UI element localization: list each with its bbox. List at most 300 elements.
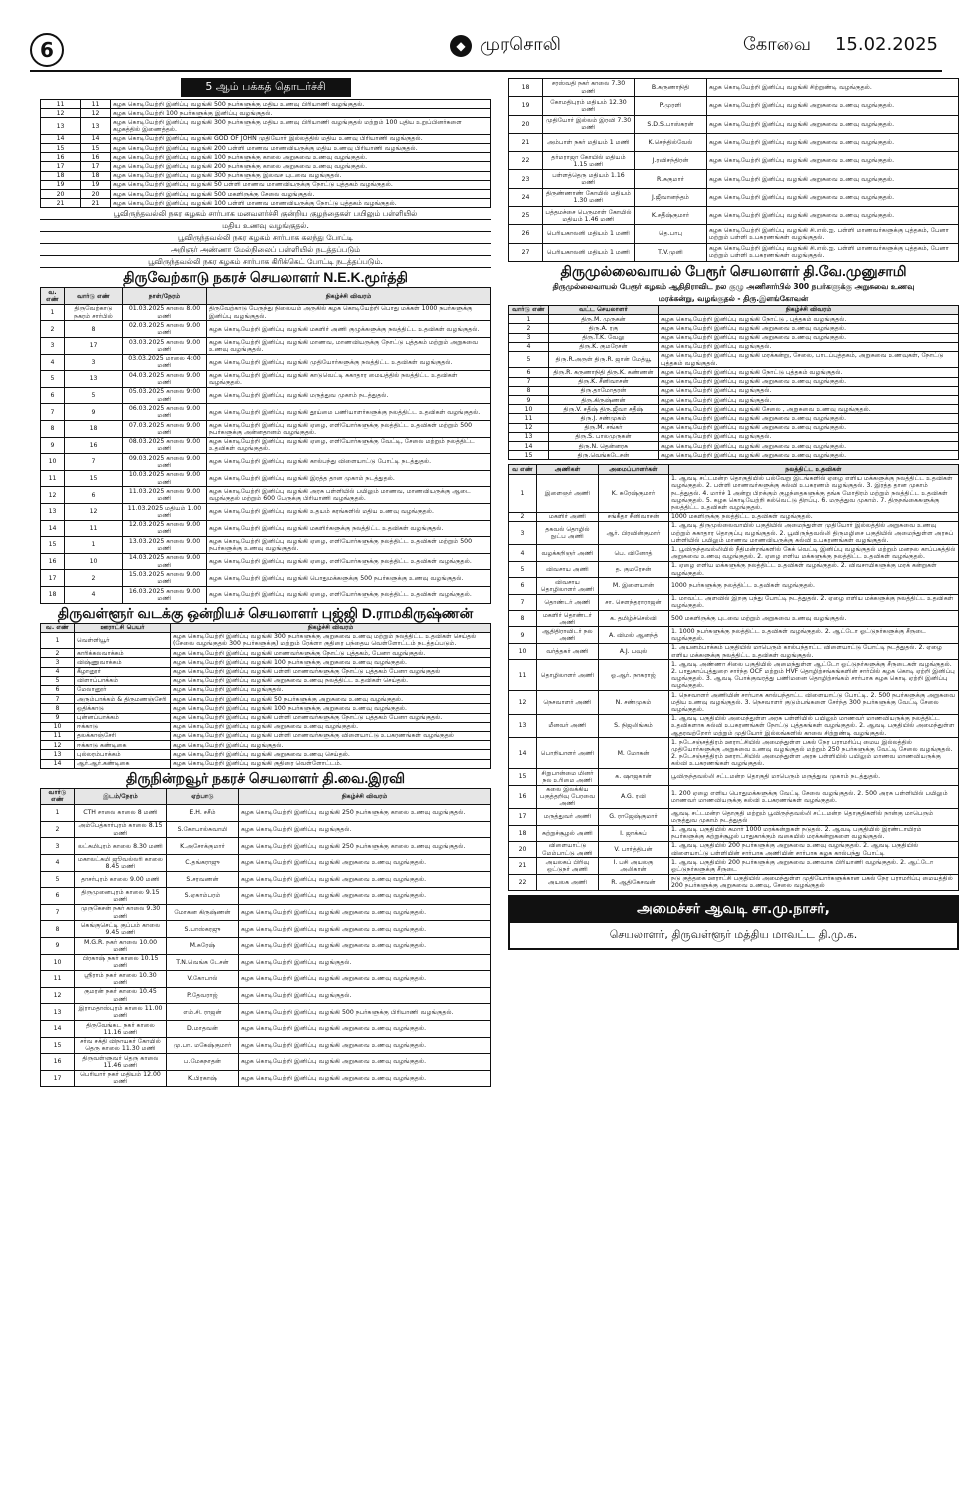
table-cell: 20 [509, 841, 537, 857]
table-row [41, 649, 491, 658]
table-cell: G. ராஜேஷ்குமார் [599, 809, 669, 825]
table-row [509, 342, 959, 351]
table-cell: 20 [81, 190, 111, 199]
table-cell: கழக கொடியேற்றி இனிப்பு வழங்கி மகளிர் அணி குழுக்களுக்கு நலத்திட்ட உதவிகள் வழங்குதல். [207, 321, 491, 338]
table-cell: கழக கொடியேற்றி இனிப்பு வழங்கி மகளிர்களுக்கு நலத்திட்ட உதவிகள் வழங்குதல். [207, 520, 491, 537]
table-row [41, 805, 491, 822]
table-row [41, 387, 491, 404]
table-cell: கழக கொடியேற்றி இனிப்பு வழங்கி ஏழை, எளியோர்களுக்கு நலத்திட்ட உதவிகள் வழங்குதல். [207, 586, 491, 603]
table-row [41, 871, 491, 888]
column-header: வ எண் [509, 465, 537, 474]
table-cell: திரு.A. ரகு [549, 324, 659, 333]
table-cell: 1. ஆவடி சட்டமன்ற தொகுதியில் பல்வேறு இடங்களில் ஏழை எளிய மக்களுக்கு நலத்திட்ட உதவிகள் வழங்குதல். 2. பள்ளி மாணவர்களுக்கு கல்வி உபகரணம் வழங்குதல். 3. இரத்த தான முகாம் நடத்துதல். 4. மார்ச் 1 அன்று பிறக்கும் குழந்தைகளுக்கு தங்க மோதிரம் மற்றும் நலத்திட்ட உதவிகள் வழங்குதல். 5. கழக கொடியேற்றி கல்வெட்டு திறப்பு. 6. மருத்துவ முகாம். 7. திருநங்கைகளுக்கு நலத்திட்ட உதவிகள் வழங்குதல். [669, 474, 959, 512]
table-cell: அம்பாள் நகர் மதியம் 1 மணி [543, 133, 635, 151]
table-cell: தர்மராஜா கோயில் மதியம் 1.15 மணி [543, 152, 635, 170]
table-cell: 4 [509, 545, 537, 561]
table-row [509, 170, 959, 188]
table-cell: கழக கொடியேற்றி இனிப்பு வழங்கி அறுசுவை உணவு வழங்குதல். [707, 133, 959, 151]
table-cell: திரு.K. சீனிவாசன் [549, 377, 659, 386]
table-cell: 20 [509, 115, 543, 133]
table-cell: 15 [65, 470, 123, 487]
table-cell: ஆதிதிராவிடர் நல அணி [537, 627, 599, 643]
table-cell: 1 [41, 805, 75, 822]
table-cell: கழக கொடியேற்றி இனிப்பு வழங்கி அறுசுவை உணவு வழங்குதல். [239, 904, 491, 921]
table-cell: விவசாய அணி [537, 561, 599, 577]
table-cell: K.அசோக்குமார் [167, 838, 239, 855]
table-row [509, 333, 959, 342]
table-cell: 15 [41, 144, 81, 153]
table-cell: கழக கொடியேற்றி இனிப்பு வழங்கி அறுசுவை உணவு வழங்குதல். [239, 1020, 491, 1037]
table-cell: லட்சுமிபுரம் காலை 8.30 மணி [75, 838, 167, 855]
continued-table-body [41, 100, 491, 208]
table-cell: 01.03.2025 காலை 8.00 மணி [123, 304, 207, 321]
table-cell: 11 [81, 100, 111, 109]
table-row [509, 243, 959, 261]
table-cell: 11 [41, 100, 81, 109]
table-cell: P.முரளி [635, 97, 707, 115]
table-cell: கழக கொடியேற்றி இனிப்பு வழங்குதல். [659, 396, 959, 405]
table-cell: தொழிலாளர் அணி [537, 660, 599, 691]
table-row [509, 512, 959, 521]
table-cell: வெள்ளியூர் [75, 632, 171, 648]
table-cell: 13 [509, 714, 537, 738]
table-cell: 19 [41, 180, 81, 189]
table-cell: கழக கொடியேற்றி இனிப்பு வழங்கி அறுசுவை உணவு வழங்குதல். [659, 377, 959, 386]
table-cell: 1. ஆவடி பகுதியில் சுமார் 1000 மரக்கன்றுகள் நடுதல். 2. ஆவடி பகுதியில் இரண்டாயிரம் நபர்களுக்கு சுற்றுச்சூழல் பாதுகாக்கும் வகையில் மரக்கன்றுகளை வழங்குதல். [669, 825, 959, 841]
table-cell: கழக கொடியேற்றி இனிப்பு வழங்கி அறுசுவை உணவு வழங்குதல். [707, 207, 959, 225]
table-cell: 14 [41, 1020, 75, 1037]
table-cell: M.G.R. நகர் காலை 10.00 மணி [75, 937, 167, 954]
table-cell: 12.03.2025 காலை 9.00 மணி [123, 520, 207, 537]
table-cell: 4 [65, 586, 123, 603]
table-cell: 8 [41, 921, 75, 938]
table-row [509, 858, 959, 874]
table-cell: E.H. சசீம் [167, 805, 239, 822]
table-cell: K. சுரேஷ்குமார் [599, 474, 669, 512]
table-cell: திரு.J. சண்முகம் [549, 414, 659, 423]
table-row [41, 100, 491, 109]
table-cell: கெங்குசெட்டி குப்பம் காலை 9.45 மணி [75, 921, 167, 938]
table-cell: மீனவர் அணி [537, 714, 599, 738]
table-cell: சா. சௌந்தராராஜன் [599, 594, 669, 610]
table-cell: 10 [509, 643, 537, 659]
table-row [41, 162, 491, 171]
table-cell: 18 [509, 79, 543, 97]
rooster-logo-icon: ◆ [450, 35, 472, 57]
table-row [509, 432, 959, 441]
table-cell: பத்தமச்சை பெருமாள் கோயில் மதியம் 1.46 மணி [543, 207, 635, 225]
table-cell: 7 [41, 695, 75, 704]
table-cell: வர்த்தகர் அணி [537, 643, 599, 659]
table-cell: 500 மகளிருக்கு புடவை மற்றும் அறுசுவை உணவு வழங்குதல். [669, 611, 959, 627]
table-row [41, 632, 491, 648]
table-row [41, 987, 491, 1004]
table-cell: அயலக அணி [537, 874, 599, 890]
table-row [41, 180, 491, 189]
table-cell: 15 [81, 144, 111, 153]
table-row [509, 825, 959, 841]
table-cell: 1. நடேசஞ்சத்திரம் ஊராட்சியில் அமைந்துள்ள பகல் நேர பராமரிப்பு மைய இல்லத்தில் முதியோர்களுக்கு அறுசுவை உணவு வழங்குதல் மற்றும் 250 நபர்களுக்கு வேட்டி சேலை வழங்குதல். 2. நடேசஞ்சத்திரம் ஊராட்சியில் அமைந்துள்ள அரசு பள்ளியில் பயிலும் மாணவ மாணவியருக்கு கல்வி உபகரணங்கள் வழங்குதல். [669, 738, 959, 769]
table-cell: ஈக்காடு கண்டிகை [75, 741, 171, 750]
masthead-right [743, 34, 938, 57]
table-row [509, 691, 959, 715]
table-cell: J.ரவிசந்திரன் [635, 152, 707, 170]
table-cell: கழக கொடியேற்றி இனிப்பு வழங்கி ஏழை, எளியோர்களுக்கு வேட்டி, சேலை மற்றும் நலத்திட்ட உதவிகள் வழங்குதல். [207, 437, 491, 454]
table-cell: திருவேங்கட நகர் காலை 11.16 மணி [75, 1020, 167, 1037]
table-row [41, 1020, 491, 1037]
column-header: அமைப்பாளர்கள் [599, 465, 669, 474]
table-cell: 14 [41, 520, 65, 537]
table-cell: 5 [41, 371, 65, 388]
table-cell: 6 [41, 387, 65, 404]
table-cell: B.கருணாநிதி [635, 79, 707, 97]
table-cell: கழக கொடியேற்றி இனிப்பு வழங்கி அறுசுவை உணவு நலத்திட்ட உதவிகள் செய்தல். [171, 676, 491, 685]
table-row [41, 404, 491, 421]
table-row [41, 144, 491, 153]
table-row [41, 520, 491, 537]
column-header: வ. எண் [41, 623, 75, 632]
column-header: நிகழ்ச்சி விவரம் [171, 623, 491, 632]
table-row [509, 115, 959, 133]
table-cell: கழக கொடியேற்றி இனிப்பு வழங்கி பள்ளி மாணவர்களுக்கு நோட்டு புத்தகம் பேனா வழங்குதல் [171, 667, 491, 676]
table-cell: 19 [509, 97, 543, 115]
table-cell: 2 [65, 570, 123, 587]
column-header: நாள்/நேரம் [123, 288, 207, 304]
table-cell: 13 [41, 118, 81, 134]
table-cell: திரு.N. தென்னரசு [549, 442, 659, 451]
table-cell: 4 [41, 667, 75, 676]
table-cell: 9 [41, 713, 75, 722]
table-row [509, 442, 959, 451]
table-cell: 22 [509, 874, 537, 890]
table-cell: பெரியார் நகர் மதியம் 12.00 மணி [75, 1070, 167, 1087]
table-cell: 11 [509, 660, 537, 691]
right-column [508, 78, 959, 950]
table-cell: 21 [509, 858, 537, 874]
table-cell: 19 [81, 180, 111, 189]
table-cell: 16 [509, 785, 537, 809]
table-cell: கழக கொடியேற்றி இனிப்பு வழங்குதல். [659, 342, 959, 351]
table-row [509, 738, 959, 769]
table-cell: 15 [509, 769, 537, 785]
table-cell: 8 [41, 704, 75, 713]
table-cell: கழக கொடியேற்றி இனிப்பு வழங்கி 500 நபர்களுக்கு பிரியாணி வழங்குதல். [239, 1004, 491, 1021]
table-cell: கழக கொடியேற்றி இனிப்பு வழங்கி 500 நபர்களுக்கு மதிய உணவு பிரியாணி வழங்குதல். [111, 100, 491, 109]
table-cell: புல்லரம்பாக்கம் [75, 750, 171, 759]
table-cell: 18 [41, 171, 81, 180]
table-cell: புன்னப்பாக்கம் [75, 713, 171, 722]
table-cell: 17 [509, 809, 537, 825]
column-header: நிகழ்ச்சி விவரம் [207, 288, 491, 304]
table-cell: கழக கொடியேற்றி இனிப்பு வழங்குதல். [171, 685, 491, 694]
table-header-row [41, 288, 491, 304]
table-row [41, 437, 491, 454]
table-row [41, 454, 491, 471]
table-cell: காரிக்கலவாக்கம் [75, 649, 171, 658]
table-cell: A.J. பவுல் [599, 643, 669, 659]
table-cell: கழக கொடியேற்றி இனிப்பு வழங்கி சேலை , அறுசுவை உணவு வழங்குதல். [659, 405, 959, 414]
table-cell: 1 [65, 537, 123, 554]
table-row [41, 667, 491, 676]
table-cell: 8 [41, 421, 65, 438]
table-row [41, 731, 491, 740]
table-cell: R.சுகுமார் [635, 170, 707, 188]
table-cell: 14 [509, 738, 537, 769]
table-cell: 1. ஆவடி பகுதியில் அமைந்துள்ள அரசு பள்ளியில் பயிலும் மாணவர் மாணவியருக்கு நலத்திட்ட உதவிகளாக கல்வி உபகரணங்கள் நோட்டு புத்தகங்கள் வழங்குதல். 2. ஆவடி பகுதியில் அமைந்துள்ள ஆதரவற்றோர் மற்றும் முதியோர் இல்லங்களில் காலை சிற்றுண்டி வழங்குதல். [669, 714, 959, 738]
table-cell: K.பிரகாஷ் [167, 1070, 239, 1087]
table-cell: P.தேவராஜ் [167, 987, 239, 1004]
table-row [509, 188, 959, 206]
thiruninravur-table-body [41, 805, 491, 1087]
table-cell: 16 [81, 153, 111, 162]
table-cell: கழக கொடியேற்றி இனிப்பு வழங்கி 100 நபர்களுக்கு அறுசுவை உணவு வழங்குதல். [171, 658, 491, 667]
table-cell: 17 [41, 570, 65, 587]
table-cell: திருண்ணாண் கோயில் மதியம் 1.30 மணி [543, 188, 635, 206]
table-cell: பெரியகாலனி மதியம் 1 மணி [543, 243, 635, 261]
table-cell: 14 [41, 134, 81, 143]
table-cell: அரும்பாக்கம் & திருமணஞ்சேரி [75, 695, 171, 704]
table-cell: க. ஷாஜகான் [599, 769, 669, 785]
table-cell: இராமதாஸ்புரம் காலை 11.00 மணி [75, 1004, 167, 1021]
column-header: ஊராட்சி பெயர் [75, 623, 171, 632]
table-cell: S.சரவணன் [167, 871, 239, 888]
table-row [41, 570, 491, 587]
table-cell: 11 [41, 470, 65, 487]
table-cell: 1. ஆவடி பகுதியில் 200 நபர்களுக்கு அறுசுவை உணவு வழங்குதல். 2. ஆவடி பகுதியில் விளையாட்டு பள்ளியின் சார்பாக அணியின் சார்பாக கழக கால்பந்து போட்டி [669, 841, 959, 857]
table-row [41, 1004, 491, 1021]
table-cell: 03.03.2025 காலை 9.00 மணி [123, 338, 207, 355]
table-cell: 16 [41, 1054, 75, 1071]
table-cell: க. தமிழ்ச்செல்வி [599, 611, 669, 627]
table-cell: ஆவடி சட்டமன்ற தொகுதி மற்றும் பூவிருந்தவல்லி சட்டமன்ற தொகுதிகளில் நான்கு மாபெரும் மருத்துவ முகாம் நடத்துதல் [669, 809, 959, 825]
table-row [509, 714, 959, 738]
table-cell: 3 [41, 838, 75, 855]
table-cell: மருத்துவர் அணி [537, 809, 599, 825]
table-cell: கழக கொடியேற்றி இனிப்பு வழங்கி GOD OF JOHN முதியோர் இல்லத்தில் மதிய உணவு பிரியாணி வழங்குதல். [111, 134, 491, 143]
table-cell: 12 [41, 987, 75, 1004]
table-cell: கழக கொடியேற்றி இனிப்பு வழங்கி 300 நபர்களுக்கு மதிய உணவு பிரியாணி வழங்குதல் மற்றும் 100 புதிய உறுப்பினர்களை கழகத்தில் இணைத்தல். [111, 118, 491, 134]
table-cell: தகவல் தொழில் நுட்ப அணி [537, 521, 599, 545]
table-cell: கழக கொடியேற்றி இனிப்பு வழங்குதல். [239, 821, 491, 838]
table-row [41, 658, 491, 667]
table-cell: கழக கொடியேற்றி இனிப்பு வழங்கி 200 நபர்களுக்கு காலை அறுசுவை உணவு வழங்குதல். [111, 162, 491, 171]
table-cell: 11.03.2025 மதியம் 1.00 மணி [123, 503, 207, 520]
table-cell: கழக கொடியேற்றி இனிப்பு வழங்கி 500 மகளிருக்கு சேலை வழங்குதல். [111, 190, 491, 199]
table-cell: ஈக்காடு [75, 722, 171, 731]
table-cell: 15 [41, 537, 65, 554]
wings-table [508, 464, 959, 891]
table-cell: மகளிர் தொண்டர் அணி [537, 611, 599, 627]
table-cell: 5 [509, 561, 537, 577]
table-cell: 11 [41, 731, 75, 740]
table-row [509, 414, 959, 423]
table-cell: 6 [65, 487, 123, 504]
table-row [509, 368, 959, 377]
section-title-thiruverkadu: திருவேற்காடு நகரச் செயலாளர் N.E.K.மூர்த்தி [123, 269, 408, 286]
table-row [41, 487, 491, 504]
table-cell: நெசவாளர் அணி [537, 691, 599, 715]
table-cell: 3 [509, 521, 537, 545]
table-cell: ப.மேகநாதன் [167, 1054, 239, 1071]
table-cell: 14 [41, 759, 75, 768]
table-row [41, 371, 491, 388]
table-cell: பள்ளத்தெரு மதியம் 1.16 மணி [543, 170, 635, 188]
paper-name: முரசொலி [480, 34, 561, 55]
table-cell: மகாலட்சுமி ஜூவல்லரி காலை 8.45 மணி [75, 854, 167, 871]
note-line: பூவிருந்தவல்லி நகர கழகம் சார்பாக மனவளர்ச்சி குன்றிய குழந்தைகள் பயிலும் பள்ளியில் [40, 208, 491, 220]
table-cell: C.தங்கராஜு [167, 854, 239, 871]
table-cell: 5 [41, 676, 75, 685]
table-cell: 14 [81, 134, 111, 143]
table-row [41, 199, 491, 208]
table-cell: 2 [509, 512, 537, 521]
table-cell: கழக கொடியேற்றி இனிப்பு வழங்கி 300 நபர்களுக்கு இலவச புடவை வழங்குதல். [111, 171, 491, 180]
table-row [41, 421, 491, 438]
table-row [41, 1054, 491, 1071]
table-row [509, 324, 959, 333]
table-cell: 1 [509, 474, 537, 512]
note-line: பூவிருந்தவல்லி நகர கழகம் சார்பாக கிரிக்கெட் போட்டி நடத்தப்படும். [40, 256, 491, 268]
table-cell: கழக கொடியேற்றி இனிப்பு வழங்கி 100 நபர்களுக்கு அறுசுவை உணவு வழங்குதல். [171, 704, 491, 713]
table-cell: 07.03.2025 காலை 9.00 மணி [123, 421, 207, 438]
continued-table [40, 99, 491, 208]
table-cell: 11 [41, 971, 75, 988]
table-cell: 1. அயனம்பாக்கம் பகுதியில் மாபெரும் கால்பந்தாட்ட விளையாட்டு போட்டி நடத்துதல். 2. ஏழை எளிய மக்களுக்கு நலத்திட்ட உதவிகள் வழங்குதல். [669, 643, 959, 659]
table-header-row [41, 623, 491, 632]
table-cell: 2 [41, 649, 75, 658]
table-cell: T.N.வெங்க டேசன் [167, 954, 239, 971]
table-cell: 12 [509, 423, 549, 432]
table-cell: கழக கொடியேற்றி இனிப்பு வழங்கி 50 நபர்களுக்கு அறுசுவை உணவு வழங்குதல். [171, 695, 491, 704]
table-cell: 13.03.2025 காலை 9.00 மணி [123, 537, 207, 554]
table-cell: கழக கொடியேற்றி இனிப்பு வழங்கி அறுசுவை உணவு வழங்குதல். [239, 888, 491, 905]
table-row [41, 171, 491, 180]
table-cell: 1. ஆவடி திருமுல்லைவாயில் பகுதியில் அமைந்துள்ள முதியோர் இல்லத்தில் அறுசுவை உணவு மற்றும் சுகாதார தொகுப்பு வழங்குதல். 2. பூவிருந்தவல்லி திருமழிசை பகுதியில் அமைந்துள்ள அரசுப் பள்ளியில் பயிலும் மாணவ மாணவியருக்கு கல்வி உபகரணங்கள் வழங்குதல். [669, 521, 959, 545]
table-cell: கழக கொடியேற்றி இனிப்பு வழங்கி சிற்றுண்டி வழங்குதல். [707, 79, 959, 97]
thiruverkadu-table-body [41, 304, 491, 603]
table-cell: 15 [41, 1037, 75, 1054]
table-cell: த. குமரேசன் [599, 561, 669, 577]
table-cell: I. பசி அயலகு அலிகான் [599, 858, 669, 874]
table-cell: 2 [41, 821, 75, 838]
pallikoodam-notes [40, 208, 491, 268]
table-cell: 10 [41, 722, 75, 731]
table-cell: திரு.V. சதீஷ் திரு.ஜீவா சதீஷ் [549, 405, 659, 414]
table-cell: 18 [509, 825, 537, 841]
table-cell: 6 [41, 888, 75, 905]
table-cell: 1000 நபர்களுக்கு நலத்திட்ட உதவிகள் வழங்குதல். [669, 578, 959, 594]
table-cell: கழக கொடியேற்றி இனிப்பு வழங்கி அறுசுவை உணவு வழங்குதல். [707, 170, 959, 188]
table-cell: V. பார்த்திபன் [599, 841, 669, 857]
table-cell: ஆர். பிரவின்குமார் [599, 521, 669, 545]
table-cell: 3 [41, 658, 75, 667]
table-cell: கழக கொடியேற்றி இனிப்பு வழங்கி சி.எல்.ஐ. பள்ளி மாணவர்களுக்கு புத்தகம், பேனா மற்றும் பள்ளி உபகரணங்கள் வழங்குதல். [707, 225, 959, 243]
table-cell: 10 [41, 454, 65, 471]
table-cell: சங்கீதா சீனிவாசன் [599, 512, 669, 521]
table-row [41, 470, 491, 487]
table-cell: திரு.K. குமரேசன் [549, 342, 659, 351]
table-cell: 23 [509, 170, 543, 188]
table-row [41, 759, 491, 768]
table-cell: 16 [65, 437, 123, 454]
table-cell: 15 [509, 451, 549, 460]
table-cell: கழக கொடியேற்றி இனிப்பு வழங்கி இரத்த தான முகாம் நடத்துதல். [207, 470, 491, 487]
table-row [509, 97, 959, 115]
table-cell: கழக கொடியேற்றி இனிப்பு வழங்கி அறுசுவை உணவு வழங்குதல். [707, 188, 959, 206]
table-cell: 12 [65, 503, 123, 520]
table-row [41, 304, 491, 321]
table-cell: கழக கொடியேற்றி இனிப்பு வழங்கி 250 நபர்களுக்கு காலை உணவு வழங்குதல். [239, 805, 491, 822]
table-cell: 22 [509, 152, 543, 170]
table-cell: திரு.R. கருணாநிதி திரு.K. கண்ணன் [549, 368, 659, 377]
table-row [509, 594, 959, 610]
table-cell: கழக கொடியேற்றி இனிப்பு வழங்கி அறுசுவை உணவு வழங்குதல். [239, 937, 491, 954]
table-row [509, 474, 959, 512]
table-cell: 21 [81, 199, 111, 208]
table-cell: 3 [509, 333, 549, 342]
table-cell: 1. 1000 நபர்களுக்கு நலத்திட்ட உதவிகள் வழங்குதல். 2. ஆட்டோ ஓட்டுநர்களுக்கு சீருடை வழங்குதல். [669, 627, 959, 643]
table-cell: 13 [509, 432, 549, 441]
table-header-row [509, 465, 959, 474]
table-row [509, 405, 959, 414]
table-cell: 15.03.2025 காலை 9.00 மணி [123, 570, 207, 587]
table-row [41, 153, 491, 162]
table-cell: கழக கொடியேற்றி இனிப்பு வழங்கி அறுசுவை உணவு வழங்குதல். [239, 1054, 491, 1071]
table-cell: 12 [41, 487, 65, 504]
table-cell: 24 [509, 188, 543, 206]
table-cell: மோகன கிருஷ்ணன் [167, 904, 239, 921]
table-cell: கழக கொடியேற்றி இனிப்பு வழங்கி 300 நபர்களுக்கு அறுசுவை உணவு மற்றும் நலத்திட்ட உதவிகள் செய்தல் (சேலை வழங்குதல் 300 நபர்களுக்கு) மற்றும் ரேக்ளா குதிரை பந்தைய வெள்ளோட்டம் நடத்தப்படும். [171, 632, 491, 648]
table-cell: K.சதீஷ்குமார் [635, 207, 707, 225]
table-row [41, 704, 491, 713]
table-cell: விளாப்பாக்கம் [75, 676, 171, 685]
table-cell: எம்.சி. ராஜன் [167, 1004, 239, 1021]
section-title-thirumullaivoyal: திருமுல்லைவாயல் பேரூர் செயலாளர் தி.வே.முனுசாமி [560, 262, 907, 279]
table-row [41, 888, 491, 905]
table-cell: CTH சாலை காலை 8 மணி [75, 805, 167, 822]
page-number: 6 [30, 33, 64, 67]
table-cell: திருவள்ளுவர் தெரு காலை 11.46 மணி [75, 1054, 167, 1071]
table-row [41, 190, 491, 199]
table-cell: 7 [509, 594, 537, 610]
table-row [509, 152, 959, 170]
table-cell: D.மாதவன் [167, 1020, 239, 1037]
table-row [41, 971, 491, 988]
continuation-heading: 5 ஆம் பக்கத் தொடர்ச்சி [181, 78, 351, 97]
table-row [41, 921, 491, 938]
table-cell: கழக கொடியேற்றி இனிப்பு வழங்குதல். [239, 954, 491, 971]
table-cell: தலக்காஞ்சேரி [75, 731, 171, 740]
table-cell: கழக கொடியேற்றி இனிப்பு வழங்கி காடுவெட்டி சுகாதார மையத்தில் நலத்திட்ட உதவிகள் வழங்குதல். [207, 371, 491, 388]
table-cell: 09.03.2025 காலை 9.00 மணி [123, 454, 207, 471]
table-cell: கழக கொடியேற்றி இனிப்பு வழங்குதல். [659, 386, 959, 395]
table-cell: S.பாஸ்கரஜு [167, 921, 239, 938]
table-cell: 2 [509, 324, 549, 333]
table-row [509, 578, 959, 594]
table-cell: 3 [65, 354, 123, 371]
table-cell: அயலகப் பிரிவு ஒட்டுநர் அணி [537, 858, 599, 874]
table-cell: கழக கொடியேற்றி இனிப்பு வழங்கி அறுசுவை உணவு வழங்குதல். [659, 324, 959, 333]
table-cell: கழக கொடியேற்றி இனிப்பு வழங்கி மரக்கன்று, சேலை, பாடப்புத்தகம், அறுசுவை உணவுகள், நோட்டு புத்தகம் வழங்குதல். [659, 351, 959, 367]
table-cell: 20 [41, 190, 81, 199]
table-row [41, 676, 491, 685]
table-cell: 17 [41, 1070, 75, 1087]
table-cell: கழக கொடியேற்றி இனிப்பு வழங்கி அறுசுவை உணவு வழங்குதல். [239, 971, 491, 988]
minister-name: அமைச்சர் ஆவடி சா.மு.நாசர், [510, 897, 957, 923]
table-row [41, 904, 491, 921]
table-cell: திருமுனைபுரம் காலை 9.15 மணி [75, 888, 167, 905]
table-cell: கழக கொடியேற்றி இனிப்பு வழங்கி அறுசுவை உணவு வழங்குதல். [171, 722, 491, 731]
